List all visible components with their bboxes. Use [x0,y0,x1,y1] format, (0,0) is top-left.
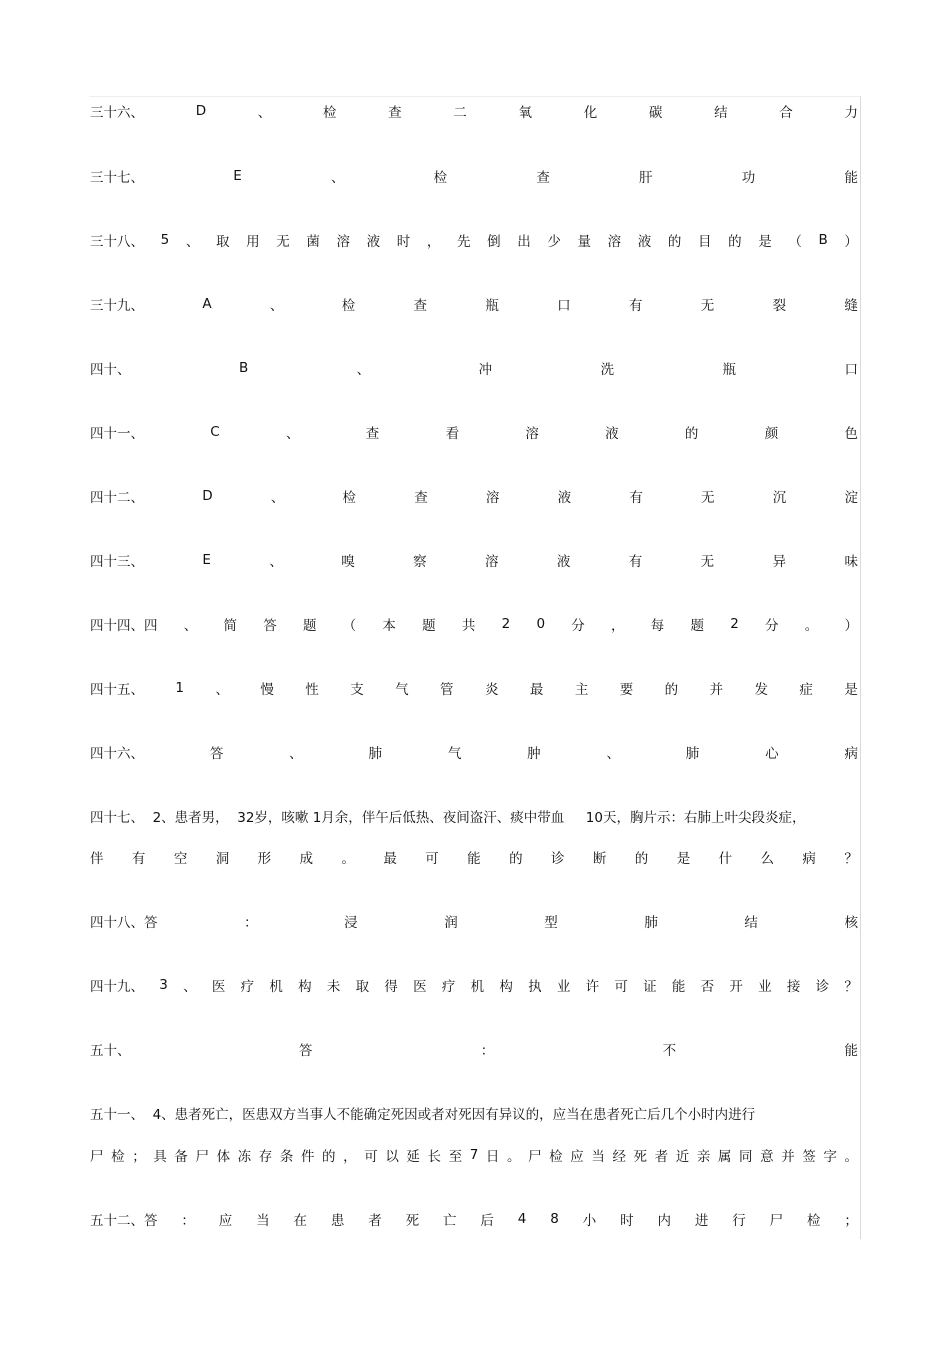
line-token: 的 [322,1149,336,1165]
line-token: 近 [675,1149,690,1165]
text-line [90,1143,858,1167]
line-token: 、 [356,362,371,378]
line-token: 目 [697,234,712,250]
line-token: 签 [802,1149,816,1165]
line-token: 五十二、答 [90,1213,158,1229]
line-token: 者 [654,1149,669,1165]
line-token: 主 [574,682,589,698]
line-token: 患 [330,1213,345,1229]
line-token: 应 [570,1149,584,1165]
line-token: 内 [657,1213,671,1229]
line-token: 冻 [237,1149,252,1165]
line-token: 液 [556,554,571,570]
line-token: 四十八、答 [90,915,158,931]
page-frame [89,96,861,1239]
line-token: 尸 [195,1149,209,1165]
line-token: 、 [183,618,198,634]
text-line [90,228,858,252]
line-token: 肝 [639,170,653,186]
line-token: 有 [131,851,146,867]
line-token: 时 [396,234,411,250]
line-token: 检 [342,490,357,506]
line-token: 症 [799,682,813,698]
line-token: 病 [802,851,816,867]
line-token: 2 [501,616,511,632]
line-token: D [202,488,213,504]
line-token: 有 [629,490,643,506]
line-token: 肺 [685,746,700,762]
line-token: 。 [341,851,355,867]
line-token: 查 [414,490,428,506]
line-token: 否 [700,979,715,995]
line-token: 溶 [485,490,500,506]
line-token: 缝 [844,298,858,314]
line-token: 体 [216,1149,231,1165]
text-line [90,420,858,444]
line-token: 用 [246,234,260,250]
line-token: 四十四、四 [90,618,158,634]
line-token: 。 [506,1149,521,1165]
line-token: 查 [413,298,427,314]
line-token: 结 [714,105,728,121]
line-token: 3 [159,977,168,993]
line-token: 当 [256,1213,270,1229]
line-token: 在 [293,1213,307,1229]
line-token: 医 [211,979,226,995]
line-token: 无 [276,234,290,250]
line-token: 当 [591,1149,605,1165]
line-token: 浸 [344,915,358,931]
line-token: 性 [305,682,319,698]
line-token: 简 [223,618,237,634]
line-token: 亲 [696,1149,711,1165]
line-token: 检 [433,170,448,186]
line-token: 并 [781,1149,795,1165]
text-line [90,99,858,123]
line-token: 淀 [844,490,858,506]
line-token: 经 [612,1149,626,1165]
line-token: 取 [215,234,230,250]
line-token: 色 [844,426,858,442]
line-token: A [202,296,212,312]
line-token: 8 [550,1211,559,1227]
line-token: 、 [289,746,303,762]
line-token: 的 [664,682,679,698]
line-token: 能 [671,979,686,995]
line-token: 洞 [215,851,230,867]
line-token: 液 [605,426,619,442]
line-token: 未 [326,979,341,995]
line-token: 、 [257,105,272,121]
line-token: 什 [718,851,733,867]
line-token: E [202,552,211,568]
line-token: 的 [509,851,523,867]
line-token: ？ [844,851,858,867]
line-token: ： [480,1043,495,1059]
line-token: 进 [694,1213,709,1229]
line-token: 先 [456,234,471,250]
line-token: 菌 [306,234,320,250]
line-token: 行 [732,1213,746,1229]
line-text: 四十七、 2、患者男， 32岁，咳嗽 1月余，伴午后低热、夜间盗汗、痰中带血 10天，胸片示：右肺上叶尖段炎症， [90,810,806,826]
line-token: 三十九、 [90,298,144,314]
line-token: 断 [592,851,607,867]
line-token: 核 [844,915,858,931]
line-text: 五十一、 4、患者死亡，医患双方当事人不能确定死因或者对死因有异议的，应当在患者死亡后几个小时内进行 [90,1107,756,1123]
line-token: 无 [700,298,715,314]
line-token: 属 [717,1149,732,1165]
line-token: 是 [676,851,691,867]
text-line [90,356,858,380]
line-token: 四十六、 [90,746,144,762]
line-token: 三十六、 [90,105,144,121]
line-token: 成 [299,851,314,867]
line-token: 型 [544,915,558,931]
line-token: 出 [517,234,531,250]
line-token: 接 [786,979,801,995]
text-line [90,909,858,933]
line-token: 、 [269,554,283,570]
line-token: 检 [322,105,337,121]
text-line [90,845,858,869]
line-token: 1 [175,680,185,696]
line-token: 、 [185,234,200,250]
line-token: 四十三、 [90,554,144,570]
line-token: 看 [445,426,460,442]
line-token: 四十二、 [90,490,144,506]
line-token: 存 [258,1149,273,1165]
line-token: 四十五、 [90,682,144,698]
line-token: 分 [571,618,585,634]
line-token: 7 [469,1147,479,1163]
line-token: 肿 [527,746,541,762]
line-token: 液 [366,234,381,250]
line-token: 字 [823,1149,837,1165]
line-token: 至 [448,1149,463,1165]
line-token: ？ [844,979,858,995]
line-token: 四十一、 [90,426,144,442]
line-token: 化 [583,105,598,121]
line-token: 溶 [336,234,350,250]
line-token: 构 [298,979,312,995]
line-token: 业 [758,979,772,995]
line-token: 日 [485,1149,500,1165]
line-token: 有 [628,298,643,314]
line-token: 疗 [240,979,255,995]
line-token: 形 [257,851,272,867]
line-token: 题 [302,618,317,634]
line-token: 开 [729,979,743,995]
line-token: 5 [160,232,170,248]
line-token: 的 [728,234,742,250]
line-token: ： [244,915,258,931]
line-token: 润 [444,915,458,931]
line-token: 者 [368,1213,382,1229]
line-token: 2 [730,616,739,632]
line-token: 可 [364,1149,378,1165]
line-token: 尸 [90,1149,104,1165]
line-token: 得 [384,979,398,995]
line-token: 4 [517,1211,527,1227]
line-token: 死 [633,1149,648,1165]
line-token: 五十、 [90,1043,131,1059]
line-token: 心 [765,746,779,762]
line-token: 瓶 [485,298,499,314]
line-token: 具 [153,1149,167,1165]
line-token: 炎 [484,682,499,698]
line-token: 证 [643,979,657,995]
line-token: 件 [300,1149,315,1165]
line-token: 备 [174,1149,188,1165]
line-token: 的 [684,426,699,442]
line-token: 取 [355,979,370,995]
line-token: 每 [650,618,665,634]
line-token: 许 [585,979,600,995]
line-token: 溶 [484,554,499,570]
line-token: 功 [741,170,756,186]
line-token: 无 [701,490,715,506]
line-token: 本 [382,618,396,634]
line-token: 冲 [478,362,493,378]
line-token: 共 [461,618,476,634]
line-token: 题 [690,618,704,634]
line-token: 小 [582,1213,597,1229]
line-token: 、 [330,170,345,186]
line-token: 检 [806,1213,821,1229]
line-token: 最 [529,682,544,698]
line-token: 医 [413,979,427,995]
line-token: 合 [779,105,793,121]
line-token: 慢 [260,682,274,698]
line-token: （ [342,618,357,634]
text-line [90,740,858,764]
line-token: 、 [215,682,229,698]
line-token: 要 [619,682,634,698]
line-token: 应 [218,1213,233,1229]
line-token: ； [844,1213,858,1229]
line-token: 异 [772,554,787,570]
line-token: 的 [634,851,649,867]
line-token: 有 [628,554,643,570]
line-token: 三十七、 [90,170,144,186]
text-line [90,1101,858,1125]
line-token: 味 [844,554,858,570]
line-token: ： [181,1213,195,1229]
line-token: ， [426,234,441,250]
line-token: 伴 [90,851,104,867]
line-token: 亡 [443,1213,457,1229]
line-token: 四十九、 [90,979,144,995]
line-token: 检 [341,298,356,314]
line-token: 检 [111,1149,125,1165]
line-token: 空 [173,851,188,867]
text-line [90,804,858,828]
line-token: ） [844,234,858,250]
line-token: B [818,232,828,248]
line-token: 结 [744,915,758,931]
line-token: 无 [700,554,715,570]
line-token: 病 [844,746,858,762]
line-token: 同 [739,1149,753,1165]
line-token: D [195,103,207,119]
line-token: 量 [577,234,591,250]
line-token: 能 [844,170,858,186]
line-token: ） [844,618,858,634]
line-token: 察 [413,554,427,570]
line-token: 三十八、 [90,234,144,250]
line-token: 二 [453,105,467,121]
line-token: 时 [620,1213,634,1229]
line-token: 执 [528,979,542,995]
text-line [90,676,858,700]
line-token: 能 [844,1043,858,1059]
line-token: 液 [637,234,652,250]
line-token: 。 [804,618,819,634]
line-token: 溶 [607,234,622,250]
text-line [90,164,858,188]
line-token: 沉 [772,490,787,506]
line-token: 最 [383,851,397,867]
line-token: 并 [709,682,724,698]
text-line [90,1207,858,1231]
line-token: 、 [286,426,300,442]
line-token: 延 [406,1149,420,1165]
line-token: 四十、 [90,362,131,378]
line-token: 不 [662,1043,677,1059]
line-token: 诊 [550,851,565,867]
line-token: 疗 [441,979,456,995]
line-token: 业 [556,979,571,995]
line-token: 分 [765,618,779,634]
line-token: 机 [470,979,485,995]
text-line [90,973,858,997]
line-token: 尸 [528,1149,542,1165]
line-token: 查 [388,105,402,121]
line-token: 死 [405,1213,420,1229]
line-token: 洗 [600,362,615,378]
line-token: B [238,360,249,376]
line-token: 题 [422,618,436,634]
line-token: 气 [447,746,462,762]
line-token: （ [788,234,802,250]
text-line [90,484,858,508]
line-token: 碳 [648,105,663,121]
line-token: 液 [557,490,572,506]
line-token: 颜 [764,426,779,442]
line-token: 么 [760,851,774,867]
line-token: 倒 [487,234,501,250]
line-token: 答 [209,746,224,762]
line-token: 溶 [525,426,539,442]
line-token: 支 [350,682,364,698]
text-line [90,292,858,316]
line-token: 力 [844,105,858,121]
line-token: 检 [549,1149,563,1165]
line-token: ， [611,618,625,634]
line-token: 0 [536,616,546,632]
text-line [90,612,858,636]
line-token: 诊 [815,979,830,995]
text-line [90,1037,858,1061]
line-token: 机 [269,979,283,995]
line-token: 构 [499,979,513,995]
line-token: 后 [480,1213,494,1229]
line-token: 尸 [769,1213,784,1229]
line-token: 是 [844,682,858,698]
line-token: 气 [395,682,409,698]
line-token: 是 [758,234,772,250]
line-token: 可 [425,851,439,867]
line-token: 答 [298,1043,313,1059]
line-token: 氧 [518,105,533,121]
line-token: 、 [270,490,285,506]
line-token: 答 [263,618,277,634]
line-token: 长 [427,1149,441,1165]
line-token: 。 [844,1149,858,1165]
line-token: 查 [365,426,380,442]
line-token: 以 [385,1149,399,1165]
line-token: 意 [760,1149,774,1165]
line-token: 肺 [644,915,658,931]
line-token: E [233,168,242,184]
line-token: 嗅 [341,554,355,570]
line-token: 管 [440,682,454,698]
line-token: 可 [614,979,628,995]
line-token: 口 [844,362,858,378]
text-line [90,548,858,572]
line-token: 少 [547,234,561,250]
line-token: 肺 [368,746,382,762]
line-token: ， [343,1149,357,1165]
line-token: 的 [667,234,682,250]
line-token: 裂 [772,298,787,314]
line-token: 查 [536,170,550,186]
line-token: 、 [183,979,197,995]
line-token: C [210,424,220,440]
line-token: ； [132,1149,146,1165]
line-token: 、 [269,298,284,314]
line-token: 瓶 [722,362,737,378]
line-token: 发 [754,682,768,698]
line-token: 口 [557,298,571,314]
line-token: 能 [467,851,481,867]
line-token: 、 [606,746,620,762]
line-token: 条 [279,1149,294,1165]
